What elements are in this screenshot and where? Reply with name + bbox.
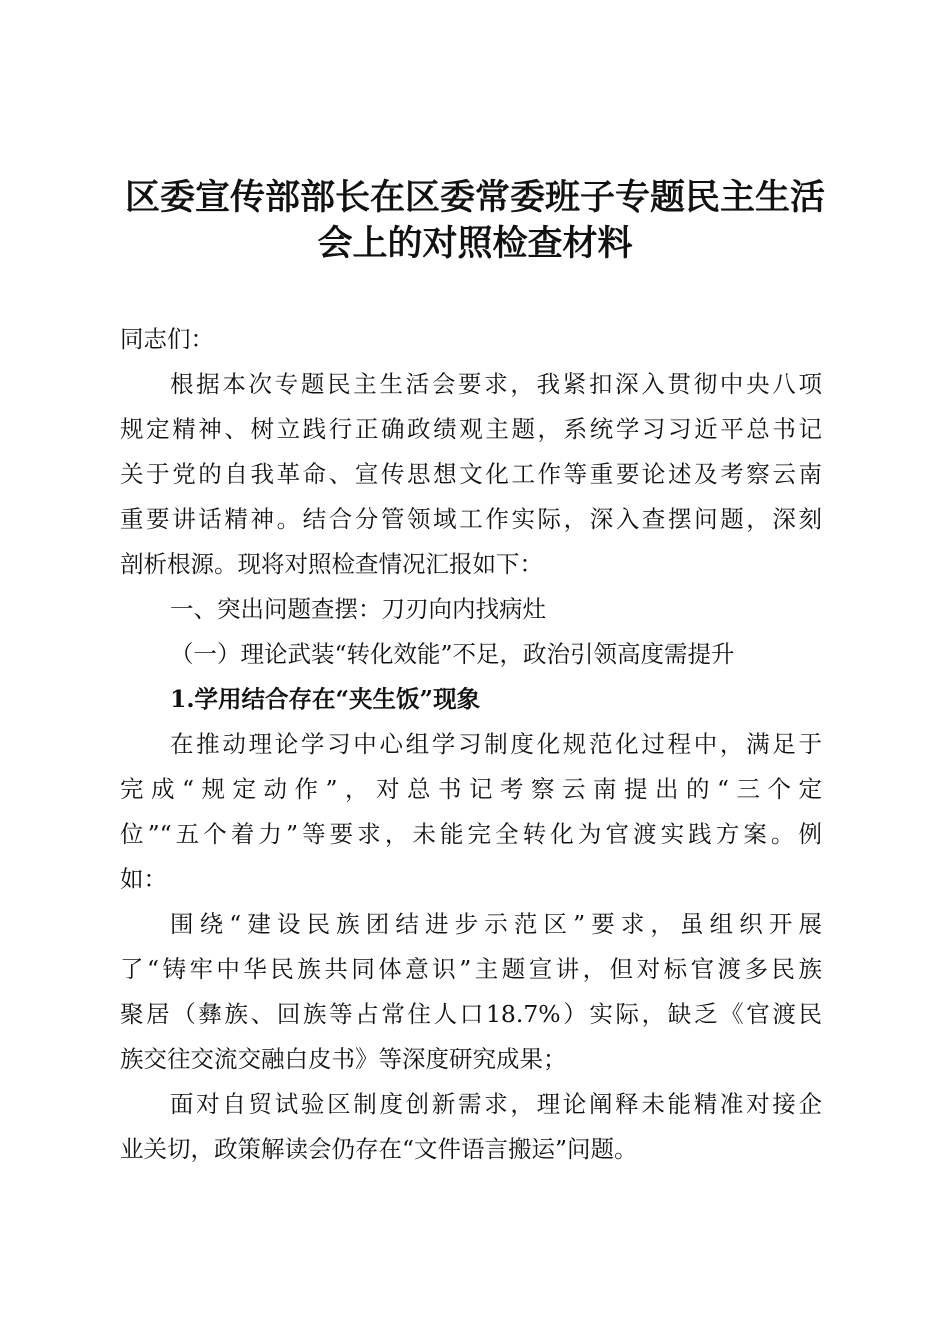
- paragraph-1-line-2: 完成“规定动作”，对总书记考察云南提出的“三个定: [120, 775, 822, 803]
- paragraph-2-line-1: 围绕“建设民族团结进步示范区”要求，虽组织开展: [170, 910, 822, 938]
- intro-line-5: 剖析根源。现将对照检查情况汇报如下：: [120, 550, 543, 578]
- item-heading: 1.学用结合存在“夹生饭”现象: [170, 685, 481, 713]
- paragraph-2-line-3: 聚居（彝族、回族等占常住人口18.7%）实际，缺乏《官渡民: [120, 1000, 822, 1028]
- paragraph-1-line-4: 如：: [120, 865, 167, 893]
- section-heading: 一、突出问题查摆：刀刃向内找病灶: [170, 595, 546, 623]
- paragraph-3-line-1: 面对自贸试验区制度创新需求，理论阐释未能精准对接企: [170, 1090, 822, 1118]
- intro-line-2: 规定精神、树立践行正确政绩观主题，系统学习习近平总书记: [120, 415, 822, 443]
- document-title-line-2: 会上的对照检查材料: [317, 223, 633, 264]
- subsection-heading: （一）理论武装“转化效能”不足，政治引领高度需提升: [170, 640, 735, 668]
- salutation: 同志们：: [120, 325, 214, 353]
- paragraph-2-line-4: 族交往交流交融白皮书》等深度研究成果；: [120, 1045, 567, 1073]
- intro-line-4: 重要讲话精神。结合分管领域工作实际，深入查摆问题，深刻: [120, 505, 822, 533]
- paragraph-3-line-2: 业关切，政策解读会仍存在“文件语言搬运”问题。: [120, 1135, 638, 1163]
- paragraph-1-line-1: 在推动理论学习中心组学习制度化规范化过程中，满足于: [170, 730, 822, 758]
- document-title-line-1: 区委宣传部部长在区委常委班子专题民主生活: [124, 177, 825, 218]
- intro-line-3: 关于党的自我革命、宣传思想文化工作等重要论述及考察云南: [120, 460, 822, 488]
- intro-line-1: 根据本次专题民主生活会要求，我紧扣深入贯彻中央八项: [170, 370, 822, 398]
- paragraph-1-line-3: 位”“五个着力”等要求，未能完全转化为官渡实践方案。例: [120, 820, 822, 848]
- paragraph-2-line-2: 了“铸牢中华民族共同体意识”主题宣讲，但对标官渡多民族: [120, 955, 822, 983]
